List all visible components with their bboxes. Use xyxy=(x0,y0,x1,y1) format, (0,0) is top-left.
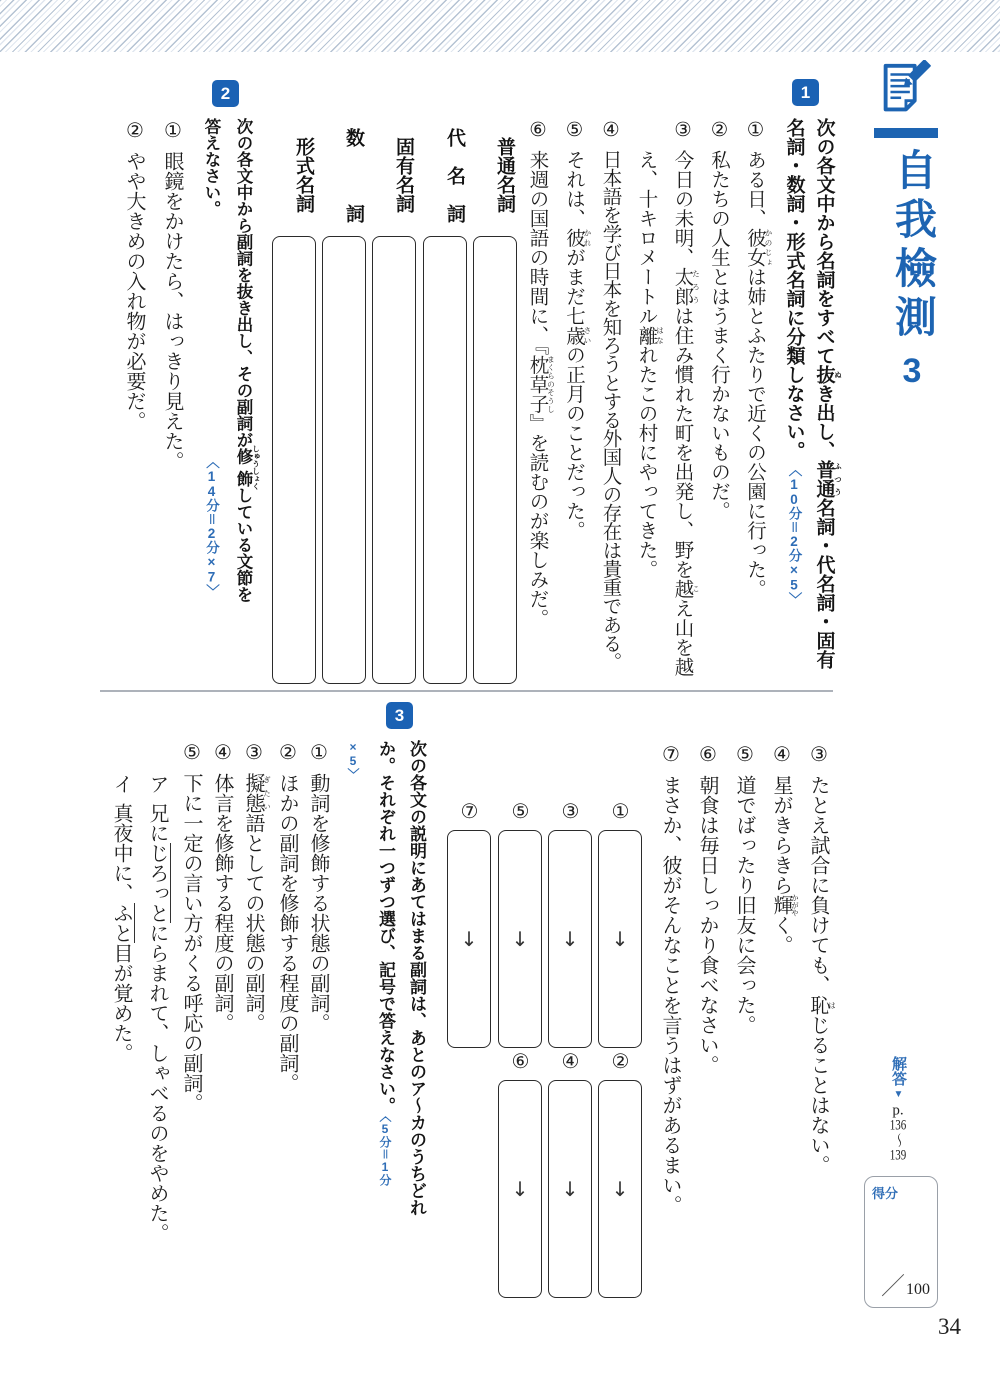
section2-instruction xyxy=(195,118,260,608)
s2-sentence-7 xyxy=(651,742,688,1220)
box-label-4: ④ xyxy=(561,1051,580,1073)
sentence-text: 朝食は毎日しっかり食べなさい。 xyxy=(696,775,718,1075)
item-text: 動詞を修飾する状態の副詞。 xyxy=(307,773,329,1033)
circled-number: ① xyxy=(744,118,765,141)
answer-box-numeral[interactable] xyxy=(322,236,366,684)
sentence-text: まさか、彼がそんなことを言うはずがあるまい。 xyxy=(659,775,681,1215)
section-divider xyxy=(100,690,833,692)
title-underline-bar xyxy=(874,128,938,138)
s3-item-1 xyxy=(302,740,333,1255)
option-text: 兄に xyxy=(146,803,168,843)
page-title-text: 自我檢測 xyxy=(889,148,935,344)
sentence-text: 道でばったり旧友に会った。 xyxy=(733,775,755,1035)
circled-number: ③ xyxy=(807,742,829,766)
item-text: 下に一定の言い方がくる呼応の副詞。 xyxy=(180,773,202,1113)
circled-number: ① xyxy=(161,118,183,142)
section3-instruction-text: 次の各文の説明にあてはまる副詞は、あとのア～カのうちどれか。それぞれ一つずつ選び、記号で答えなさい。 xyxy=(376,740,426,1216)
sentence-text: 来週の国語の時間に、『枕草子 まくらのそうし』を読むのが楽しみだ。 xyxy=(526,150,556,628)
option-text: 真夜中に、 xyxy=(110,803,132,903)
option-text: 目が覚めた。 xyxy=(110,943,132,1063)
circled-number: ① xyxy=(307,740,329,764)
sentence-text: 今日の未明、太郎 たろうは住み慣れた町を出発し、野を越 こえ山を越え、十キロメートル離 はなれたこの村にやってきた。 xyxy=(635,150,701,677)
s1-sentence-5 xyxy=(555,118,592,684)
down-arrow-icon: ↓ xyxy=(511,1177,529,1201)
answer-box-6[interactable] xyxy=(498,1080,542,1298)
sentence-text: 眼鏡をかけたら、はっきり見えた。 xyxy=(161,151,183,471)
box-label-5: ⑤ xyxy=(511,801,530,823)
item-text: ほかの副詞を修飾する程度の副詞。 xyxy=(276,773,298,1093)
s1-sentence-4 xyxy=(592,118,628,684)
circled-number: ② xyxy=(276,740,298,764)
s2-sentence-3 xyxy=(799,742,836,1220)
s1-sentence-2 xyxy=(700,118,736,684)
page-from: 136 xyxy=(889,1118,907,1133)
label-common-noun: 普通名詞 xyxy=(494,137,515,213)
circled-number: ⑥ xyxy=(696,742,718,766)
box-label-6: ⑥ xyxy=(511,1051,530,1073)
s3-item-3 xyxy=(237,740,271,1255)
page-title xyxy=(882,148,942,448)
s2-sentence-4 xyxy=(762,742,799,1220)
answer-box-2[interactable] xyxy=(598,1080,642,1298)
down-arrow-icon: ↓ xyxy=(561,927,579,951)
option-marked-adverb: ふと xyxy=(110,903,135,943)
answer-page-reference xyxy=(888,1056,909,1163)
s3-option-i xyxy=(103,740,139,1255)
down-arrow-icon: ↓ xyxy=(511,927,529,951)
score-total xyxy=(881,1266,930,1301)
score-box[interactable] xyxy=(864,1176,938,1308)
s3-option-a xyxy=(139,740,175,1255)
section3-badge: 3 xyxy=(386,702,413,729)
item-text: 擬態ぎたい語としての状態の副詞。 xyxy=(242,773,272,1033)
s2-sentence-6 xyxy=(688,742,725,1220)
s2-sentence-5 xyxy=(725,742,762,1220)
option-marked-adverb: じろっと xyxy=(146,843,171,923)
answer-box-proper-noun[interactable] xyxy=(372,236,416,684)
section3-instruction xyxy=(337,740,432,1224)
s3-item-2 xyxy=(271,740,302,1255)
box-label-1: ① xyxy=(611,801,630,823)
sentence-text: 日本語を学び日本を知ろうとする外国人の存在は貴重である。 xyxy=(599,149,621,671)
tilde: ～ xyxy=(890,1133,906,1148)
score-max: 100 xyxy=(906,1281,930,1298)
memo-pencil-icon xyxy=(874,60,936,122)
option-label: ア xyxy=(146,774,168,794)
answer-ref-label: 解答 xyxy=(890,1056,907,1086)
sentence-text: たとえ試合に負けても、恥はじることはない。 xyxy=(807,775,837,1175)
down-arrow-icon: ↓ xyxy=(561,1177,579,1201)
s2-sentence-1 xyxy=(153,118,191,684)
box-label-7: ⑦ xyxy=(460,801,479,823)
s3-item-4 xyxy=(206,740,237,1255)
label-pronoun: 代 名 詞 xyxy=(444,127,465,223)
score-slash: ／ xyxy=(881,1274,905,1300)
answer-box-formal-noun[interactable] xyxy=(272,236,316,684)
down-arrow-icon: ↓ xyxy=(611,927,629,951)
answer-box-5[interactable] xyxy=(498,830,542,1048)
box-label-3: ③ xyxy=(561,801,580,823)
option-text: にらまれて、しゃべるのをやめた。 xyxy=(146,923,168,1243)
sentence-text: ある日、彼女 かのじょは姉とふたりで近くの公園に行った。 xyxy=(744,150,773,599)
section2-instruction-text: 次の各文中から副詞を抜き出し、その副詞が修飾 しゅうしょくしている文節を答えなさい。 xyxy=(202,118,261,603)
header-stripe-band xyxy=(0,0,1000,52)
s1-sentence-6 xyxy=(519,118,556,684)
section2-badge: 2 xyxy=(212,80,239,107)
section1-instruction-text: 次の各文中から名詞をすべて抜 ぬき出し、普通 ふつう名詞・代名詞・固有名詞・数詞・形式名詞に分類しなさい。 xyxy=(783,118,843,669)
section3 xyxy=(102,740,432,1255)
answer-box-1[interactable] xyxy=(598,830,642,1048)
down-arrow-icon: ↓ xyxy=(460,927,478,951)
circled-number: ⑦ xyxy=(659,742,681,766)
item-text: 体言を修飾する程度の副詞。 xyxy=(211,773,233,1033)
section2-time-note: 〈14分＝2分×7〉 xyxy=(204,462,219,598)
label-formal-noun: 形式名詞 xyxy=(293,137,314,213)
section2-continued xyxy=(631,742,836,1220)
circled-number: ③ xyxy=(242,740,264,764)
circled-number: ⑤ xyxy=(180,740,202,764)
option-label: イ xyxy=(110,774,132,794)
answer-box-3[interactable] xyxy=(548,830,592,1048)
score-label: 得分 xyxy=(872,1186,899,1201)
section1-badge: 1 xyxy=(792,79,819,106)
label-numeral: 数 詞 xyxy=(343,127,364,223)
section1 xyxy=(502,118,842,684)
circled-number: ⑥ xyxy=(526,118,548,141)
circled-number: ③ xyxy=(671,118,693,141)
label-proper-noun: 固有名詞 xyxy=(393,137,414,213)
sentence-text: 星がきらきら輝かがやく。 xyxy=(770,775,800,955)
s2-sentence-2 xyxy=(115,118,153,684)
sentence-text: 私たちの人生とはうまく行かないものだ。 xyxy=(708,150,729,521)
sentence-text: それは、彼 かれがまだ七歳 さいの正月のことだった。 xyxy=(563,150,592,540)
down-arrow-icon: ↓ xyxy=(611,1177,629,1201)
circled-number: ④ xyxy=(770,742,792,766)
box-label-2: ② xyxy=(611,1051,630,1073)
answer-box-7[interactable] xyxy=(447,830,491,1048)
circled-number: ⑤ xyxy=(563,118,584,141)
answer-box-pronoun[interactable] xyxy=(423,236,467,684)
page-number: 34 xyxy=(938,1314,961,1339)
answer-box-4[interactable] xyxy=(548,1080,592,1298)
s1-sentence-3 xyxy=(628,118,701,684)
circled-number: ② xyxy=(123,118,145,142)
section3-time-note: 〈5分＝1分×5〉 xyxy=(346,740,392,1187)
circled-number: ⑤ xyxy=(733,742,755,766)
s1-sentence-1 xyxy=(736,118,773,684)
page-title-number: 3 xyxy=(893,352,931,390)
section2 xyxy=(110,118,260,684)
sentence-text: やや大きめの入れ物が必要だ。 xyxy=(123,151,145,431)
section1-instruction xyxy=(779,118,843,684)
page-to: 139 xyxy=(889,1148,907,1163)
section1-time-note: 〈10分＝2分×5〉 xyxy=(786,470,802,606)
down-triangle-icon: ▼ xyxy=(893,1089,904,1100)
answer-box-common-noun[interactable] xyxy=(473,236,517,684)
circled-number: ② xyxy=(708,118,729,141)
circled-number: ④ xyxy=(599,118,621,141)
page-prefix: p. xyxy=(892,1103,904,1118)
circled-number: ④ xyxy=(211,740,233,764)
s3-item-5 xyxy=(175,740,206,1255)
